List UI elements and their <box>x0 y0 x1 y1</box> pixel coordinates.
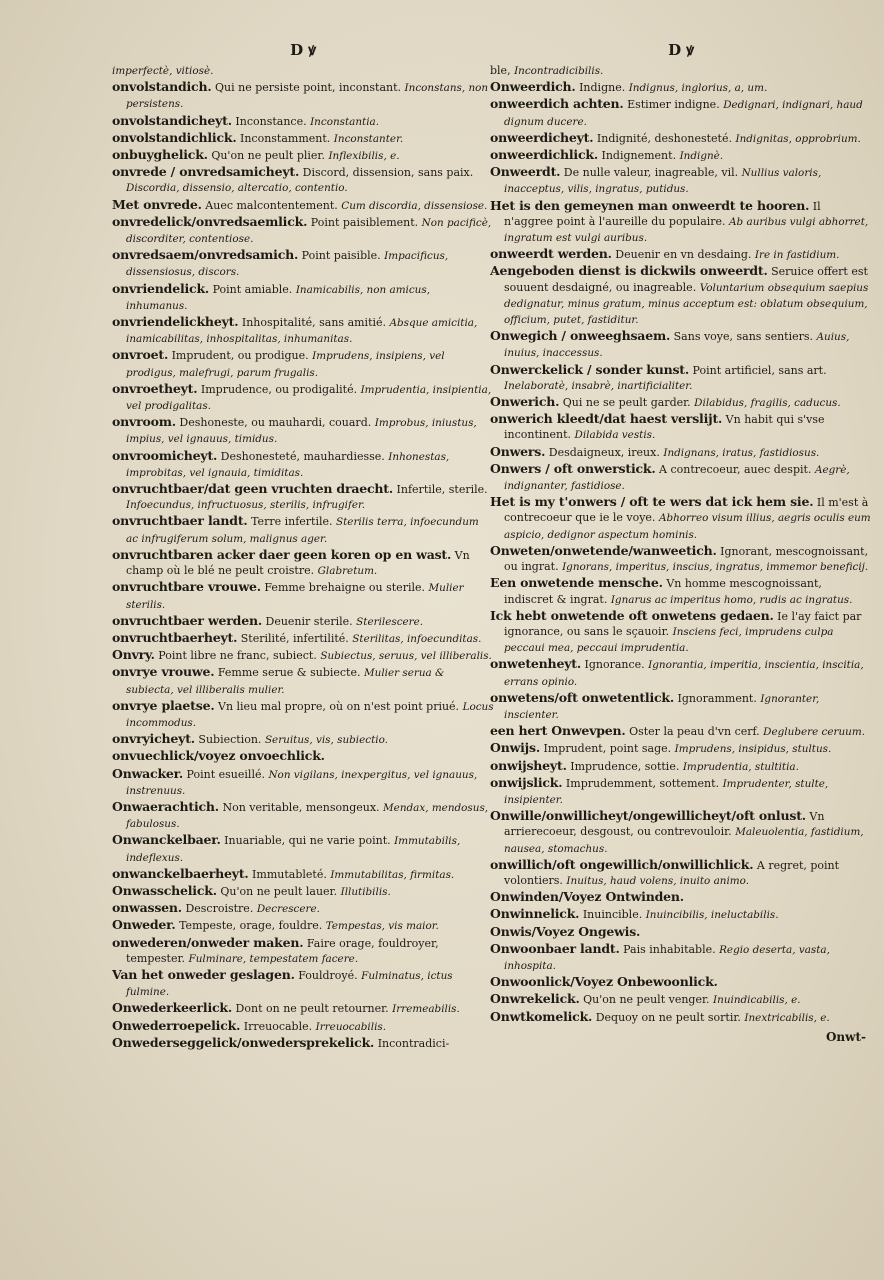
dictionary-entry <box>490 62 872 79</box>
entry-headword: Onwegich / onweeghsaem. <box>490 328 671 344</box>
entry-headword: onweerdicheyt. <box>490 129 594 145</box>
entry-headword: Onwederseggelick/onwedersprekelick. <box>112 1034 375 1050</box>
dictionary-entry <box>490 130 872 147</box>
dictionary-entry <box>490 775 872 808</box>
entry-headword: Onwasschelick. <box>112 882 217 898</box>
entry-latin: Imprudens, insipiens, vel prodigus, malefrugi, parum frugalis. <box>126 350 445 379</box>
entry-french: Deshonesteté, mauhardiesse. <box>217 449 389 463</box>
dictionary-entry <box>112 414 494 447</box>
entry-latin: Inamicabilis, non amicus, inhumanus. <box>126 283 431 312</box>
entry-french: Sterilité, infertilité. <box>237 631 353 645</box>
entry-latin: Maleuolentia, fastidium, nausea, stomachus. <box>504 826 864 855</box>
entry-latin: Irreuocabilis. <box>315 1020 387 1033</box>
entry-latin: Mulier serua & subiecta, vel illiberalis mulier. <box>126 667 445 696</box>
dictionary-entry <box>112 513 494 546</box>
entry-french: Pais inhabitable. <box>619 942 720 956</box>
entry-headword: onwassen. <box>112 900 182 916</box>
entry-latin: Inconstans, non persistens. <box>126 82 489 111</box>
dictionary-entry <box>490 494 872 543</box>
entry-french: Ignorant, mescognoissant, ou ingrat. <box>504 544 869 574</box>
dictionary-entry <box>490 198 872 247</box>
entry-french: Point libre ne franc, subiect. <box>154 649 321 663</box>
entry-french: Tempeste, orage, fouldre. <box>175 919 326 933</box>
dictionary-entry <box>490 740 872 757</box>
entry-french: Vn arrierecoeur, desgoust, ou contrevouloir. <box>504 810 825 839</box>
entry-headword: Onwoonlick/Voyez Onbewoonlick. <box>490 974 718 990</box>
dictionary-entry <box>112 766 494 799</box>
dictionary-entry <box>490 758 872 775</box>
entry-french: Vn habit qui s'vse incontinent. <box>504 413 825 442</box>
dictionary-entry <box>490 575 872 607</box>
entry-latin: Indignitas, opprobrium. <box>735 132 861 145</box>
entry-headword: onweerdich achten. <box>490 96 624 112</box>
entry-french: Inconstance. <box>231 114 311 128</box>
entry-headword: Het is my t'onwers / oft te wers dat ick hem sie. <box>490 494 814 510</box>
entry-latin: Ab auribus vulgi abhorret, ingratum est vulgi auribus. <box>504 215 869 245</box>
entry-latin: Inconstantia. <box>310 115 380 128</box>
entry-latin: Locus incommodus. <box>126 700 494 729</box>
entry-french: Inuincible. <box>579 908 646 922</box>
entry-french: Irreuocable. <box>240 1019 316 1033</box>
entry-headword: Het is den gemeynen man onweerdt te hooren. <box>490 197 810 213</box>
dictionary-entry <box>112 832 494 865</box>
entry-headword: onwanckelbaerheyt. <box>112 865 249 881</box>
dictionary-entry <box>490 808 872 857</box>
entry-headword: Onweerdich. <box>490 79 576 95</box>
dictionary-entry <box>112 381 494 414</box>
entry-latin: Indignè. <box>679 150 724 163</box>
right-column <box>490 40 872 1045</box>
entry-french: Subiection. <box>194 733 265 747</box>
dictionary-entry <box>112 481 494 513</box>
entry-french: Femme serue & subiecte. <box>214 666 364 680</box>
entry-latin: Improbus, iniustus, impius, vel ignauus, timidus. <box>126 417 477 446</box>
entry-headword: Onwijs. <box>490 740 540 756</box>
dictionary-entry <box>490 328 872 361</box>
entry-latin: Inconstanter. <box>333 132 404 145</box>
dictionary-entry <box>490 924 872 941</box>
entry-latin: Tempestas, vis maior. <box>325 920 439 933</box>
left-column <box>112 40 494 1052</box>
entry-french: Indigne. <box>575 81 629 95</box>
entry-headword: onvruchtbare vrouwe. <box>112 579 261 595</box>
dictionary-entry <box>112 866 494 883</box>
entry-latin: Inuincibilis, ineluctabilis. <box>645 909 779 922</box>
entry-latin: Insciens feci, imprudens culpa peccaui mea, peccaui imprudentia. <box>504 625 834 655</box>
entry-headword: Onwis/Voyez Ongewis. <box>490 923 641 939</box>
entry-headword: Onwerckelick / sonder kunst. <box>490 361 690 377</box>
entry-latin: Decrescere. <box>256 903 320 916</box>
entry-latin: Incontradicibilis. <box>514 65 604 77</box>
entry-latin: Nullius valoris, inacceptus, vilis, ingratus, putidus. <box>504 167 822 196</box>
entry-headword: onvredelick/onvredsaemlick. <box>112 213 308 229</box>
entry-french: Immutableté. <box>248 867 331 881</box>
entry-french: Desdaigneux, ireux. <box>545 445 664 459</box>
dictionary-entry <box>112 883 494 900</box>
entry-french: Indignité, deshonesteté. <box>593 131 736 145</box>
entry-latin: Sterilis terra, infoecundum ac infrugiferum solum, malignus ager. <box>126 516 479 545</box>
entry-headword: onwijsheyt. <box>490 757 567 773</box>
entry-french: Infertile, sterile. <box>393 483 488 497</box>
entry-latin: Aegrè, indignanter, fastidiose. <box>504 463 850 493</box>
dictionary-entry <box>490 974 872 991</box>
entry-latin: Fulminare, tempestatem facere. <box>188 952 359 965</box>
dictionary-entry <box>112 197 494 214</box>
dictionary-entry <box>112 214 494 247</box>
entry-latin: Seruitus, vis, subiectio. <box>264 734 388 747</box>
entry-headword: onvolstandich. <box>112 79 212 95</box>
dictionary-entry <box>112 1035 494 1052</box>
dictionary-entry <box>490 1009 872 1026</box>
entry-french: Sans voye, sans sentiers. <box>670 330 817 344</box>
dictionary-entry <box>112 799 494 832</box>
entry-latin: Dilabida vestis. <box>574 429 656 442</box>
dictionary-entry <box>490 411 872 443</box>
entry-latin: Dedignari, indignari, haud dignum ducere. <box>504 99 863 128</box>
dictionary-entry <box>112 731 494 748</box>
entry-french: Imprudent, point sage. <box>540 742 675 756</box>
entry-french: Point paisiblement. <box>307 215 422 229</box>
dictionary-entry <box>490 991 872 1008</box>
entry-french: Terre infertile. <box>247 515 336 529</box>
entry-headword: Onwtkomelick. <box>490 1008 593 1024</box>
dictionary-entry <box>112 579 494 612</box>
entry-latin: Absque amicitia, inamicabilitas, inhospitalitas, inhumanitas. <box>126 317 478 346</box>
entry-french: Inconstamment. <box>236 131 334 145</box>
entry-french: Il n'aggree point à l'aureille du populaire. <box>504 199 821 228</box>
entry-headword: onvrye vrouwe. <box>112 664 215 680</box>
entry-headword: Onwaerachtich. <box>112 798 219 814</box>
entry-headword: onvroomicheyt. <box>112 447 218 463</box>
dictionary-entry <box>112 281 494 314</box>
entry-french: Estimer indigne. <box>623 98 724 112</box>
entry-french: Oster la peau d'vn cerf. <box>625 725 764 739</box>
dictionary-entry <box>490 394 872 411</box>
entry-latin: Impacificus, dissensiosus, discors. <box>126 250 449 279</box>
entry-french: Auec malcontentement. <box>201 198 342 212</box>
entry-french: Non veritable, mensongeux. <box>218 800 384 814</box>
entry-latin: Illutibilis. <box>340 885 391 898</box>
entry-latin: Fulminatus, ictus fulmine. <box>126 969 453 999</box>
dictionary-entry <box>112 164 494 196</box>
entry-headword: onwederen/onweder maken. <box>112 934 304 950</box>
entry-headword: onwetens/oft onwetentlick. <box>490 689 675 705</box>
entry-french: Deuenir sterile. <box>262 614 357 628</box>
entry-latin: Imprudenter, stulte, insipienter. <box>504 777 829 806</box>
dictionary-entry <box>112 247 494 280</box>
entry-headword: onweerdt werden. <box>490 246 612 262</box>
dictionary-entry <box>112 613 494 630</box>
dictionary-entry <box>490 263 872 328</box>
entry-headword: Met onvrede. <box>112 196 202 212</box>
entry-french: Ie l'ay faict par ignorance, ou sans le sçauoir. <box>504 609 862 638</box>
dictionary-entry <box>490 889 872 906</box>
entry-french: Imprudemment, sottement. <box>562 776 723 790</box>
entry-french: Faire orage, fouldroyer, tempester. <box>126 936 439 965</box>
entry-latin: Voluntarium obsequium saepius dedignatur, minus gratum, minus acceptum est: oblatum obsequium, officium, putet, fastiditur. <box>504 281 869 327</box>
entry-headword: Onwrekelick. <box>490 991 580 1007</box>
entry-headword: Onwers. <box>490 443 546 459</box>
entry-french: Incontradici- <box>374 1036 450 1050</box>
entry-headword: onvruchtbaer werden. <box>112 612 262 628</box>
entry-latin: Subiectus, seruus, vel illiberalis. <box>320 650 492 663</box>
dictionary-entry <box>112 347 494 380</box>
entry-latin: Infoecundus, infructuosus, sterilis, infrugifer. <box>126 499 366 512</box>
entry-french: Inuariable, qui ne varie point. <box>220 834 395 848</box>
entry-latin: Imprudentia, insipientia, vel prodigalitas. <box>126 383 492 413</box>
entry-french: Inhospitalité, sans amitié. <box>238 316 390 330</box>
dictionary-entry <box>112 1018 494 1035</box>
entry-french: Point paisible. <box>298 249 385 263</box>
entry-french: Ignoramment. <box>674 691 761 705</box>
entry-latin: Imprudens, insipidus, stultus. <box>674 743 832 756</box>
dictionary-entry <box>112 917 494 934</box>
entry-headword: onvriendelick. <box>112 280 210 296</box>
entry-headword: onwerich kleedt/dat haest verslijt. <box>490 411 723 427</box>
dictionary-entry <box>490 444 872 461</box>
entry-headword: Onwille/onwillicheyt/ongewillicheyt/oft onlust. <box>490 808 806 824</box>
entry-headword: onvruchtbaer landt. <box>112 513 248 529</box>
entry-french: ble, <box>490 64 515 77</box>
entry-french: Deuenir en vn desdaing. <box>611 248 755 262</box>
entry-latin: Inelaboratè, insabrè, inartificialiter. <box>504 379 693 392</box>
entry-french: Descroistre. <box>181 902 257 916</box>
entry-french: Qu'on ne peult lauer. <box>216 884 341 898</box>
dictionary-entry <box>490 79 872 96</box>
dictionary-entry <box>112 748 494 765</box>
entry-latin: Inflexibilis, e. <box>328 150 400 163</box>
entry-headword: Aengeboden dienst is dickwils onweerdt. <box>490 263 768 279</box>
dictionary-entry <box>112 314 494 347</box>
entry-latin: Mulier sterilis. <box>126 582 464 611</box>
entry-latin: Ignoranter, inscienter. <box>504 692 820 721</box>
entry-headword: Onwanckelbaer. <box>112 832 221 848</box>
entry-latin: Deglubere ceruum. <box>763 726 866 739</box>
dictionary-entry <box>490 96 872 129</box>
entry-latin: Inhonestas, improbitas, vel ignauia, timiditas. <box>126 450 450 479</box>
entry-french: Qui ne se peult garder. <box>559 396 695 410</box>
entry-french: Qu'on ne peult venger. <box>579 993 714 1007</box>
entry-headword: onvruchtbaer/dat geen vruchten draecht. <box>112 481 394 497</box>
entry-headword: onvruchtbaren acker daer geen koren op en wast. <box>112 546 452 562</box>
entry-headword: onvolstandichlick. <box>112 129 237 145</box>
entry-french: Ignorance. <box>580 658 649 672</box>
entry-headword: Onweder. <box>112 917 176 933</box>
dictionary-entry <box>490 164 872 197</box>
entry-latin: Cum discordia, dissensiose. <box>341 199 488 212</box>
left-page-header: D ꝟ <box>290 41 316 59</box>
entry-headword: Ick hebt onwetende oft onwetens gedaen. <box>490 607 774 623</box>
entry-headword: onvriendelickheyt. <box>112 314 239 330</box>
dictionary-entry <box>490 362 872 394</box>
entry-headword: onvredsaem/onvredsamich. <box>112 247 299 263</box>
entry-headword: onvuechlick/voyez onvoechlick. <box>112 748 325 764</box>
entry-headword: Onwinden/Voyez Ontwinden. <box>490 889 684 905</box>
entry-french: Imprudence, sottie. <box>566 759 683 773</box>
entry-headword: onvroet. <box>112 347 169 363</box>
entry-french: Point artificiel, sans art. <box>689 363 827 377</box>
entry-headword: Onwederroepelick. <box>112 1017 241 1033</box>
entry-headword: Onweerdt. <box>490 164 561 180</box>
entry-latin: Inuitus, haud volens, inuito animo. <box>566 874 750 887</box>
entry-french: A contrecoeur, auec despit. <box>655 462 815 476</box>
dictionary-entry <box>112 130 494 147</box>
entry-french: Point esueillé. <box>183 767 269 781</box>
entry-french: Discord, dissension, sans paix. <box>299 166 474 180</box>
entry-headword: onwillich/oft ongewillich/onwillichlick. <box>490 856 754 872</box>
catchword: Onwt- <box>825 1029 866 1044</box>
dictionary-entry <box>112 664 494 697</box>
dictionary-entry <box>112 967 494 1000</box>
entry-latin: Sterilescere. <box>356 615 424 628</box>
entry-latin: Dilabidus, fragilis, caducus. <box>694 397 841 410</box>
entry-french: Deshoneste, ou mauhardi, couard. <box>175 416 375 430</box>
entry-latin: Indignus, inglorius, a, um. <box>628 82 768 95</box>
entry-headword: Een onwetende mensche. <box>490 575 663 591</box>
dictionary-entry <box>112 647 494 664</box>
entry-french: Point amiable. <box>209 282 296 296</box>
entry-latin: Ignarus ac imperitus homo, rudis ac ingratus. <box>610 593 853 606</box>
entry-latin: Indignans, iratus, fastidiosus. <box>663 446 820 459</box>
entry-latin: Discordia, dissensio, altercatio, contentio. <box>126 182 348 195</box>
entry-latin: Immutabilis, indeflexus. <box>126 835 461 864</box>
entry-latin: Non pacificè, discorditer, contentiose. <box>126 216 492 246</box>
entry-headword: onwetenheyt. <box>490 656 581 672</box>
entry-headword: Onvry. <box>112 647 155 663</box>
entry-french: Qui ne persiste point, inconstant. <box>211 81 405 95</box>
dictionary-entry <box>490 461 872 494</box>
entry-latin: Immutabilitas, firmitas. <box>330 868 455 881</box>
entry-headword: onweerdichlick. <box>490 147 598 163</box>
dictionary-entry <box>490 690 872 723</box>
dictionary-entry <box>490 857 872 889</box>
entry-headword: onvolstandicheyt. <box>112 112 232 128</box>
entry-latin: Sterilitas, infoecunditas. <box>352 632 482 645</box>
dictionary-entry <box>112 62 494 79</box>
entry-french: Dont on ne peult retourner. <box>232 1002 393 1016</box>
dictionary-entry <box>490 906 872 923</box>
entry-french: Vn homme mescognoissant, indiscret & ingrat. <box>504 577 822 606</box>
dictionary-entry <box>112 448 494 481</box>
entry-headword: Onwers / oft onwerstick. <box>490 460 656 476</box>
entry-headword: onvruchtbaerheyt. <box>112 629 238 645</box>
entry-latin: Irremeabilis. <box>392 1003 460 1016</box>
entry-headword: onvrede / onvredsamicheyt. <box>112 164 300 180</box>
entry-latin: Ire in fastidium. <box>754 249 840 262</box>
entry-french: Fouldroyé. <box>294 968 362 982</box>
entry-french: Femme brehaigne ou sterile. <box>260 581 429 595</box>
entry-french: Dequoy on ne peult sortir. <box>592 1010 745 1024</box>
entry-latin: Non vigilans, inexpergitus, vel ignauus, instrenuus. <box>126 768 478 797</box>
entry-headword: Onwoonbaer landt. <box>490 940 620 956</box>
dictionary-entry <box>490 246 872 263</box>
entry-latin: Imprudentia, stultitia. <box>682 760 799 773</box>
dictionary-entry <box>112 113 494 130</box>
entry-french: Imprudence, ou prodigalité. <box>197 382 361 396</box>
dictionary-entry <box>112 79 494 112</box>
entry-latin: Inuindicabilis, e. <box>713 994 801 1007</box>
entry-headword: Onwederkeerlick. <box>112 1000 233 1016</box>
entry-headword: onvroetheyt. <box>112 380 198 396</box>
entry-headword: een hert Onwevpen. <box>490 723 626 739</box>
entry-headword: onvroom. <box>112 414 176 430</box>
entry-headword: onbuyghelick. <box>112 147 208 163</box>
entry-headword: onwijslick. <box>490 774 563 790</box>
entry-french: Indignement. <box>598 149 680 163</box>
entry-french: Imprudent, ou prodigue. <box>168 349 313 363</box>
dictionary-entry <box>112 547 494 579</box>
entry-headword: Onwacker. <box>112 765 184 781</box>
dictionary-entry <box>490 723 872 740</box>
entry-latin: Abhorreo visum illius, aegris oculis eum aspicio, dedignor aspectum hominis. <box>504 512 871 541</box>
entry-french: De nulle valeur, inagreable, vil. <box>560 166 742 180</box>
entry-headword: Onweten/onwetende/wanweetich. <box>490 542 717 558</box>
dictionary-entry <box>112 698 494 731</box>
entry-french: Qu'on ne peult plier. <box>207 149 329 163</box>
entry-headword: onvryicheyt. <box>112 731 195 747</box>
entry-latin: Ignorantia, imperitia, inscientia, inscitia, errans opinio. <box>504 659 864 688</box>
entry-latin: Mendax, mendosus, fabulosus. <box>126 801 489 831</box>
entry-headword: Onwerich. <box>490 394 560 410</box>
dictionary-entry <box>490 147 872 164</box>
entry-french: Il m'est à contrecoeur que ie le voye. <box>504 496 869 525</box>
dictionary-entry <box>490 608 872 657</box>
entry-french: A regret, point volontiers. <box>504 858 840 887</box>
entry-latin: Inextricabilis, e. <box>744 1011 830 1024</box>
dictionary-entry <box>490 543 872 575</box>
dictionary-entry <box>112 630 494 647</box>
entry-latin: Ignorans, imperitus, inscius, ingratus, immemor beneficij. <box>562 561 869 574</box>
dictionary-entry <box>490 656 872 689</box>
entry-latin: Regio deserta, vasta, inhospita. <box>504 943 830 972</box>
dictionary-entry <box>490 941 872 974</box>
dictionary-entry <box>112 147 494 164</box>
entry-headword: Van het onweder geslagen. <box>112 966 295 982</box>
entry-french: Seruice offert est souuent desdaigné, ou inagreable. <box>504 265 868 294</box>
entry-headword: onvrye plaetse. <box>112 697 215 713</box>
entry-latin: Auius, inuius, inaccessus. <box>504 331 850 360</box>
entry-latin: Glabretum. <box>317 565 378 578</box>
dictionary-entry <box>112 935 494 967</box>
entry-french: Vn lieu mal propre, où on n'est point priué. <box>214 699 463 713</box>
dictionary-entry <box>112 1000 494 1017</box>
entry-french: Vn champ où le blé ne peult croistre. <box>126 548 470 578</box>
entry-headword: Onwinnelick. <box>490 906 580 922</box>
entry-latin: imperfectè, vitiosè. <box>112 65 214 77</box>
dictionary-entry <box>112 900 494 917</box>
right-page-header: D ꝟ <box>668 41 694 59</box>
